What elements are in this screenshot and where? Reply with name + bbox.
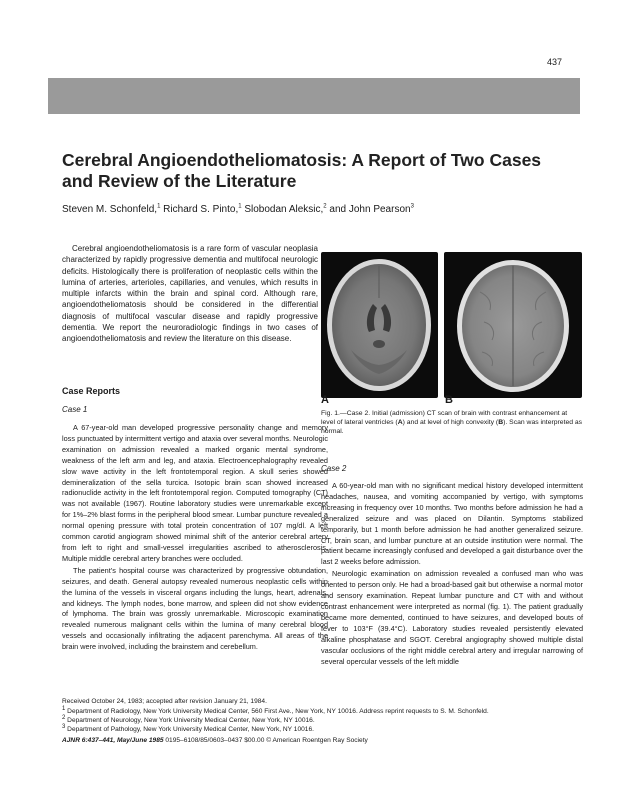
footnote: $^2$ Department of Neurology, New York University Medical Center, New York, NY 10016. bbox=[62, 714, 315, 724]
author: Richard S. Pinto,$^1$ bbox=[160, 203, 242, 215]
case2-body bbox=[321, 481, 583, 667]
paragraph: A 60-year-old man with no significant medical history developed intermittent headaches, nausea, and vomiting accompanied by vertigo, with symptoms increasing in frequency over 10 months. Two months before admission he had a generalized seizure and was placed on Dilantin. Symptoms stabilized temporarily, but 1 month before admission he had another generalized seizure. CT, brain scan, and lumbar puncture at an outside institution were normal. The patient became increasingly confused and developed a gait disturbance over the last 2 weeks before admission. bbox=[321, 481, 583, 567]
section-heading: Case Reports bbox=[62, 386, 121, 396]
ct-scan-image-a bbox=[321, 252, 438, 398]
author: Slobodan Aleksic,$^2$ bbox=[241, 203, 327, 215]
figure-label-a: A bbox=[321, 394, 329, 406]
header-band bbox=[48, 78, 580, 114]
page-number: 437 bbox=[546, 57, 562, 67]
ct-scan-image-b bbox=[444, 252, 582, 398]
title-line-1: Cerebral Angioendotheliomatosis: A Report of Two Cases bbox=[62, 150, 542, 170]
abstract-text: Cerebral angioendotheliomatosis is a rare form of vascular neoplasia characterized by rapidly progressive dementia and multifocal neurologic deficits. Histologically there is proliferation of neoplastic cells within the lumina of arteries, arterioles, capillaries, and venules, which results in multiple infarcts within the brain and spinal cord. Although rare, angioendotheliomatosis should be considered in the differential diagnosis of multifocal vascular disease and rapidly progressive dementia. We report the neuroradiologic findings in two cases of angioendotheliomatosis and review the literature on this disease. bbox=[62, 244, 318, 344]
article-title bbox=[62, 150, 582, 192]
title-line-2: and Review of the Literature bbox=[62, 171, 297, 191]
paragraph: A 67-year-old man developed progressive personality change and memory loss punctuated by intermittent vertigo and ataxia over several months. Neurologic examination on admission revealed a marked organic mental syndrome, weakness of the left arm and leg, and ataxia. Electroencephalography revealed slow wave activity in the left frontotemporal region. A skull series showed demineralization of the sella turcica. Isotopic brain scan showed increased radionuclide activity in the left frontotemporal region. Computed tomography (CT) was not available (1967). Routine laboratory studies were unremarkable except for 1%–2% blast forms in the peripheral blood smear. Lumbar puncture revealed a normal opening pressure with total protein concentration of 107 mg/dl. A left common carotid angiogram showed minimal shift of the anterior cerebral artery from left to right and small-vessel irregularities ascribed to atherosclerosis. Multiple middle cerebral artery branches were occluded. bbox=[62, 423, 328, 563]
author-list bbox=[62, 204, 582, 215]
author: Steven M. Schonfeld,$^1$ bbox=[62, 203, 161, 215]
figure-caption: Fig. 1.—Case 2. Initial (admission) CT scan of brain with contrast enhancement at level of lateral ventricles (A) and at level of high convexity (B). Scan was interpreted as normal. bbox=[321, 410, 583, 435]
footnote: $^3$ Department of Pathology, New York University Medical Center, New York, NY 10016. bbox=[62, 723, 314, 733]
case1-body bbox=[62, 423, 328, 653]
figure-label-b: B bbox=[445, 394, 453, 406]
paragraph: Neurologic examination on admission revealed a confused man who was oriented to person only. He had a broad-based gait but otherwise a normal motor and sensory examination. Repeat lumbar puncture and CT with and without contrast enhancement were interpreted as normal (fig. 1). The patient gradually became more demented, continued to have seizures, and developed bouts of fever to 103°F (39.4°C). Laboratory studies revealed persistently elevated alkaline phosphatase and SGOT. Cerebral angiography showed multiple distal vascular occlusions of the right middle cerebral artery and irregular narrowing of several opercular vessels of the left middle bbox=[321, 569, 583, 666]
figure-1 bbox=[321, 252, 581, 398]
author: and John Pearson$^3$ bbox=[326, 203, 414, 215]
case1-heading: Case 1 bbox=[62, 405, 88, 414]
received-note: Received October 24, 1983; accepted after revision January 21, 1984. bbox=[62, 698, 267, 705]
case2-heading: Case 2 bbox=[321, 464, 347, 473]
paragraph: The patient’s hospital course was characterized by progressive obtundation, seizures, and death. General autopsy revealed numerous neoplastic cells within the lumina of the vessels in visceral organs including the lungs, heart, adrenals, and kidneys. The lymph nodes, bone marrow, and spleen did not show evidence of lymphoma. The brain was grossly unremarkable. Microscopic examination revealed numerous malignant cells within the lumina of many cerebral blood vessels and occasionally infiltrating the adjacent parenchyma. All areas of the brain were involved, including the brainstem and cerebellum. bbox=[62, 565, 328, 652]
footnotes bbox=[62, 697, 582, 734]
footnote: $^1$ Department of Radiology, New York University Medical Center, 560 First Ave., New York, NY 10016. Address reprint requests to S. M. Schonfeld. bbox=[62, 705, 489, 715]
abstract bbox=[62, 243, 318, 345]
journal-citation: AJNR 6:437–441, May/June 1985 0195–6108/85/0603–0437 $00.00 © American Roentgen Ray Society bbox=[62, 737, 368, 744]
